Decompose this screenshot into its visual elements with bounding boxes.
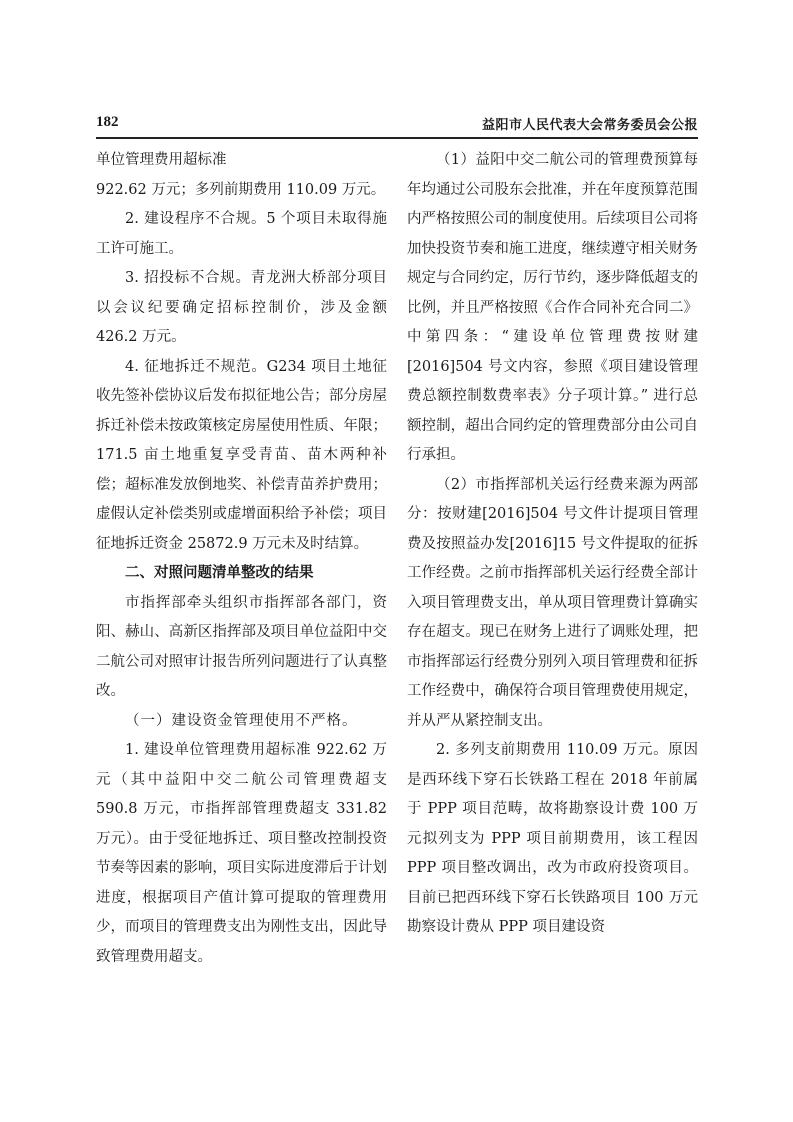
journal-title: 益阳市人民代表大会常务委员会公报 [481, 118, 698, 133]
header-rule [96, 137, 698, 139]
paragraph-headquarters-funding: （2）市指挥部机关运行经费来源为两部分：按财建[2016]504 号文件计提项目管理费及按照益办发[2016]15 号文件提取的征拆工作经费。之前市指挥部机关运行经费全部计入项目管理费支出，单从项目管理费计算确实存在超支。现已在财务上进行了调账处理，把市指挥部运行经费分别列入项目管理费和征拆工作经费中，确保符合项目管理费使用规定，并从严从紧控制支出。 [407, 476, 698, 729]
paragraph-land-acquisition: 4. 征地拆迁不规范。G234 项目土地征收先签补偿协议后发布拟征地公告；部分房屋拆迁补偿未按政策核定房屋使用性质、年限；171.5 亩土地重复享受青苗、苗木两种补偿；超标准发放倒地奖、补偿青苗养护费用；虚假认定补偿类别或虚增面积给予补偿；项目征地拆迁资金 25872.9 万元未及时结算。 [96, 358, 387, 552]
paragraph-bidding: 3. 招投标不合规。青龙洲大桥部分项目以会议纪要确定招标控制价，涉及金额 426.2 万元。 [96, 270, 387, 345]
paragraph-construction-procedure: 2. 建设程序不合规。5 个项目未取得施工许可施工。 [96, 211, 387, 257]
paragraph-rectification-intro: 市指挥部牵头组织市指挥部各部门，资阳、赫山、高新区指挥部及项目单位益阳中交二航公司对照审计报告所列问题进行了认真整改。 [96, 594, 387, 699]
section-heading: 二、对照问题清单整改的结果 [125, 565, 314, 581]
paragraph-continuation-title: 单位管理费用超标准 [96, 152, 227, 168]
paragraph-preliminary-costs: 2. 多列支前期费用 110.09 万元。原因是西环线下穿石长铁路工程在 2018 年前属于 PPP 项目范畴，故将勘察设计费 100 万元拟列支为 PPP 项目前期费用，该工程因 PPP 项目整改调出，改为市政府投资项目。目前已把西环线下穿石长铁路项目 100 万元勘察设计费从 PPP 项目建设资 [407, 742, 698, 935]
page-number: 182 [96, 114, 119, 130]
subsection-heading: （一）建设资金管理使用不严格。 [125, 712, 358, 729]
paragraph-continuation-amounts: 922.62 万元；多列前期费用 110.09 万元。 [96, 181, 386, 198]
page-header [96, 112, 698, 136]
left-column [96, 146, 387, 972]
paragraph-company-budget: （1）益阳中交二航公司的管理费预算每年均通过公司股东会批准，并在年度预算范围内严格按照公司的制度使用。后续项目公司将加快投资节奏和施工进度，继续遵守相关财务规定与合同约定，厉行节约，逐步降低超支的比例，并且严格按照《合作合同补充合同二》中第四条：“建设单位管理费按财建[2016]504 号文内容，参照《项目建设管理费总额控制数费率表》分子项计算。” 进行总额控制，超出合同约定的管理费部分由公司自行承担。 [407, 152, 698, 463]
right-column [407, 146, 698, 943]
paragraph-management-fee: 1. 建设单位管理费用超标准 922.62 万元（其中益阳中交二航公司管理费超支 590.8 万元，市指挥部管理费超支 331.82 万元）。由于受征地拆迁、项目整改控制投资节奏等因素的影响，项目实际进度滞后于计划进度，根据项目产值计算可提取的管理费用少，而项目的管理费支出为刚性支出，因此导致管理费用超支。 [96, 742, 387, 965]
